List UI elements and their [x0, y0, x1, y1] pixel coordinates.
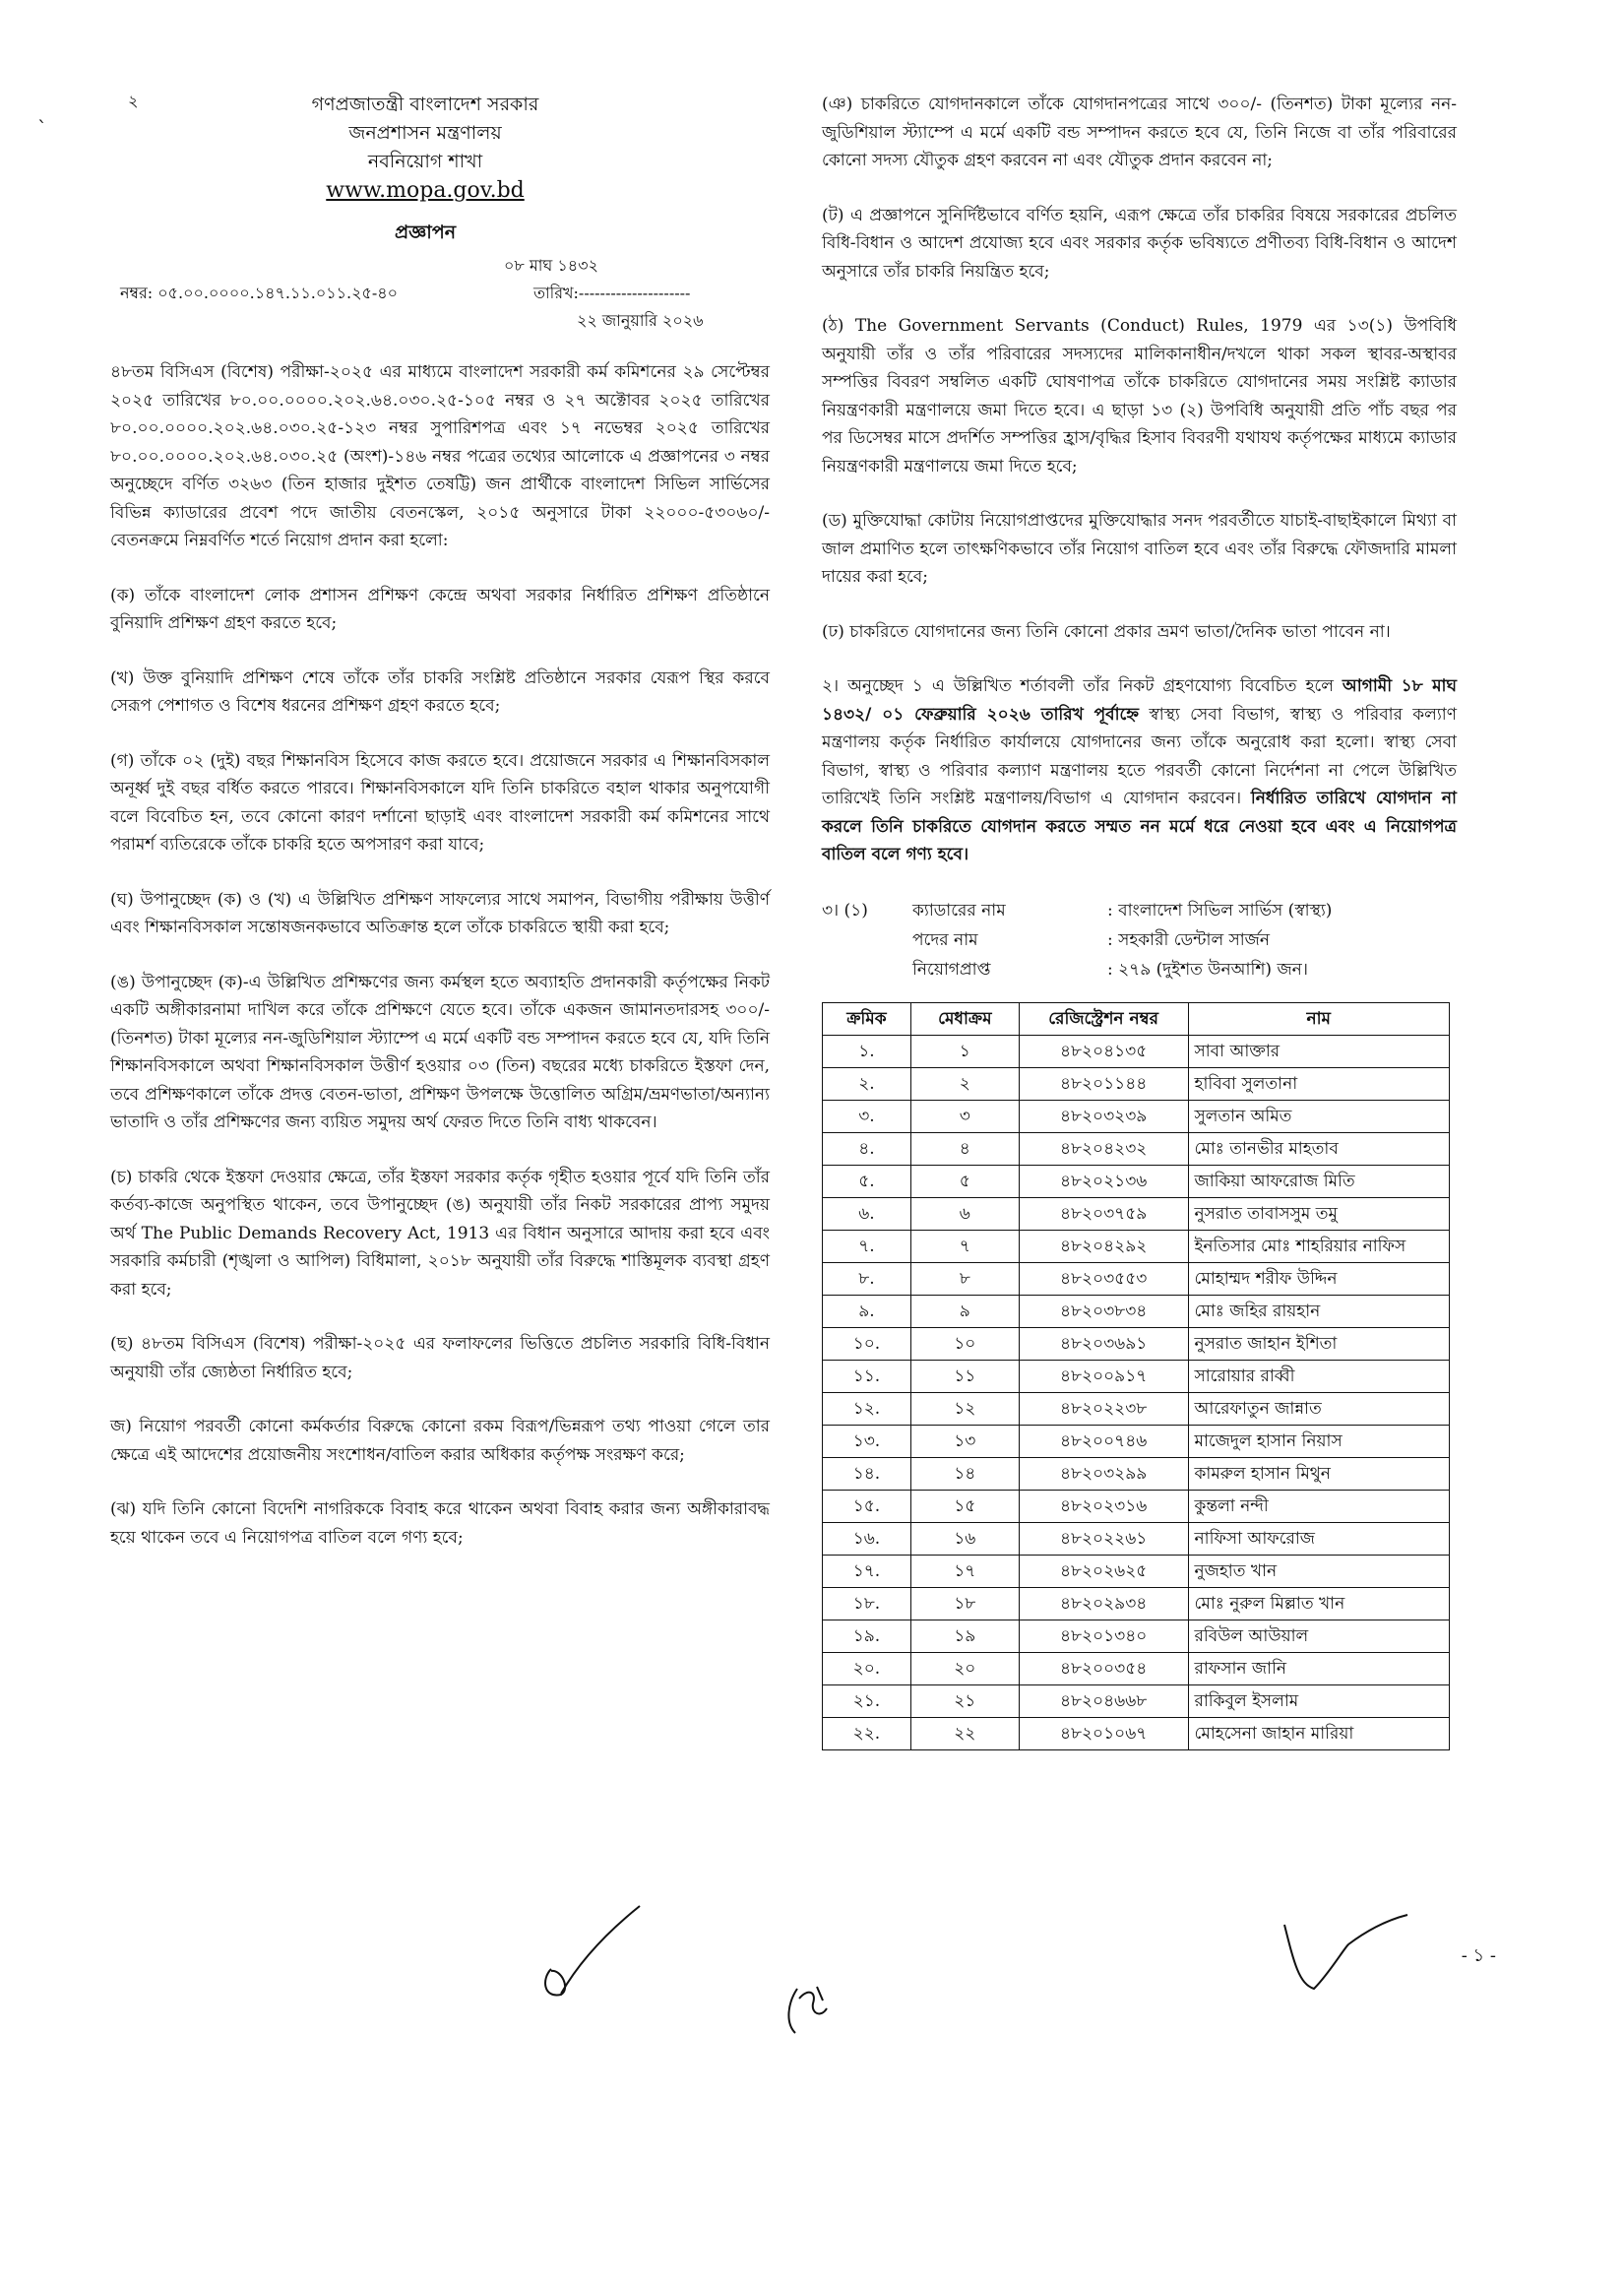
clause-uma: (ঙ) উপানুচ্ছেদ (ক)-এ উল্লিখিত প্রশিক্ষণের জন্য কর্মস্থল হতে অব্যাহতি প্রদানকারী কর্তৃপক্ষের নিকট একটি অঙ্গীকারনামা দাখিল করে তাঁকে প্রশিক্ষণে যেতে হবে। তাঁকে একজন জামানতদারসহ ৩০০/- (তিনশত) টাকা মূল্যের নন-জুডিশিয়াল স্ট্যাম্পে এ মর্মে একটি বন্ড সম্পাদন করতে হবে যে, যদি তিনি শিক্ষানবিসকালে অথবা শিক্ষানবিসকাল উত্তীর্ণ হওয়ার ০৩ (তিন) বছরের মধ্যে চাকরিতে ইস্তফা দেন, তবে প্রশিক্ষণকালে তাঁকে প্রদত্ত বেতন-ভাতা, প্রশিক্ষণ উপলক্ষে উত্তোলিত অগ্রিম/ভ্রমণভাতা/অন্যান্য ভাতাদি ও তাঁর প্রশিক্ষণের জন্য ব্যয়িত সমুদয় অর্থ ফেরত দিতে তিনি বাধ্য থাকবেন। [110, 972, 770, 1132]
website-link[interactable]: www.mopa.gov.bd [326, 178, 525, 203]
cell-merit: ৭ [910, 1230, 1019, 1262]
table-row [823, 1295, 1450, 1327]
appointee-count-value: : ২৭৯ (দুইশত উনআশি) জন। [1107, 959, 1308, 980]
cell-registration: ৪৮২০৩৭৫৯ [1019, 1197, 1188, 1230]
table-row [823, 1717, 1450, 1749]
cell-merit: ১০ [910, 1327, 1019, 1360]
cell-merit: ১২ [910, 1392, 1019, 1425]
cell-serial: ৪. [823, 1132, 911, 1165]
cell-merit: ১৭ [910, 1555, 1019, 1587]
cell-name: রবিউল আউয়াল [1188, 1620, 1449, 1652]
cell-name: হাবিবা সুলতানা [1188, 1067, 1449, 1100]
cell-name: জাকিয়া আফরোজ মিতি [1188, 1165, 1449, 1197]
cell-registration: ৪৮২০৩৮৩৪ [1019, 1295, 1188, 1327]
cell-registration: ৪৮২০৩২৩৯ [1019, 1100, 1188, 1132]
clause-chha: (ছ) ৪৮তম বিসিএস (বিশেষ) পরীক্ষা-২০২৫ এর ফলাফলের ভিত্তিতে প্রচলিত সরকারি বিধি-বিধান অনুযায়ী তাঁর জ্যেষ্ঠতা নির্ধারিত হবে; [110, 1334, 770, 1382]
cell-merit: ১৩ [910, 1425, 1019, 1457]
col-registration: রেজিস্ট্রেশন নম্বর [1019, 1002, 1188, 1035]
page-number: - ১ - [1461, 1945, 1496, 1966]
cell-registration: ৪৮২০২২৩৮ [1019, 1392, 1188, 1425]
signature-3 [1275, 1905, 1412, 2003]
signature-2 [778, 1979, 837, 2048]
cell-name: সুলতান অমিত [1188, 1100, 1449, 1132]
cell-merit: ১৯ [910, 1620, 1019, 1652]
cell-serial: ১৭. [823, 1555, 911, 1587]
cell-name: আরেফাতুন জান্নাত [1188, 1392, 1449, 1425]
col-serial: ক্রমিক [823, 1002, 911, 1035]
appointee-table [822, 1002, 1450, 1750]
cell-name: নুজহাত খান [1188, 1555, 1449, 1587]
cell-serial: ১১. [823, 1360, 911, 1392]
ministry-name: জনপ্রশাসন মন্ত্রণালয় [348, 122, 502, 144]
appointee-count-label: নিয়োগপ্রাপ্ত [912, 959, 991, 980]
cell-name: মোঃ নুরুল মিল্লাত খান [1188, 1587, 1449, 1620]
clause-ta: (ট) এ প্রজ্ঞাপনে সুনির্দিষ্টভাবে বর্ণিত হয়নি, এরূপ ক্ষেত্রে তাঁর চাকরির বিষয়ে সরকারের প্রচলিত বিধি-বিধান ও আদেশ প্রযোজ্য হবে এবং সরকার কর্তৃক ভবিষ্যতে প্রণীতব্য বিধি-বিধান ও আদেশ অনুসারে তাঁর চাকরি নিয়ন্ত্রিত হবে; [822, 205, 1457, 282]
cell-name: নুসরাত জাহান ইশিতা [1188, 1327, 1449, 1360]
section-name: নবনিয়োগ শাখা [367, 151, 483, 172]
table-row [823, 1490, 1450, 1522]
cell-registration: ৪৮২০২৩১৬ [1019, 1490, 1188, 1522]
cell-registration: ৪৮২০৪১৩৫ [1019, 1035, 1188, 1067]
cell-merit: ৩ [910, 1100, 1019, 1132]
table-row [823, 1230, 1450, 1262]
cell-registration: ৪৮২০০৩৫৪ [1019, 1652, 1188, 1684]
table-row [823, 1652, 1450, 1684]
cell-registration: ৪৮২০১৩৪০ [1019, 1620, 1188, 1652]
cell-registration: ৪৮২০০৭৪৬ [1019, 1425, 1188, 1457]
cell-name: মোঃ তানভীর মাহতাব [1188, 1132, 1449, 1165]
table-row [823, 1197, 1450, 1230]
table-row [823, 1035, 1450, 1067]
cell-merit: ৯ [910, 1295, 1019, 1327]
clause-ka: (ক) তাঁকে বাংলাদেশ লোক প্রশাসন প্রশিক্ষণ কেন্দ্রে অথবা সরকার নির্ধারিত প্রশিক্ষণ প্রতিষ্ঠানে বুনিয়াদি প্রশিক্ষণ গ্রহণ করতে হবে; [110, 585, 770, 633]
corner-mark: ২ [128, 92, 139, 110]
cadre-value: : বাংলাদেশ সিভিল সার্ভিস (স্বাস্থ্য) [1107, 900, 1333, 921]
cell-serial: ৩. [823, 1100, 911, 1132]
cell-registration: ৪৮২০৪২৩২ [1019, 1132, 1188, 1165]
cell-registration: ৪৮২০৩৬৯১ [1019, 1327, 1188, 1360]
table-row [823, 1327, 1450, 1360]
cell-serial: ৬. [823, 1197, 911, 1230]
table-row [823, 1522, 1450, 1555]
cadre-label: ক্যাডারের নাম [912, 900, 1006, 921]
cell-name: সাবা আক্তার [1188, 1035, 1449, 1067]
cell-name: নাফিসা আফরোজ [1188, 1522, 1449, 1555]
table-row [823, 1165, 1450, 1197]
cell-merit: ১৫ [910, 1490, 1019, 1522]
clause-kha: (খ) উক্ত বুনিয়াদি প্রশিক্ষণ শেষে তাঁকে তাঁর চাকরি সংশ্লিষ্ট প্রতিষ্ঠানে সরকার যেরূপ স্থির করবে সেরূপ পেশাগত ও বিশেষ ধরনের প্রশিক্ষণ গ্রহণ করতে হবে; [110, 667, 770, 716]
cell-serial: ৫. [823, 1165, 911, 1197]
table-row [823, 1392, 1450, 1425]
cell-merit: ৮ [910, 1262, 1019, 1295]
cell-name: সারোয়ার রাব্বী [1188, 1360, 1449, 1392]
date-gregorian: ২২ জানুয়ারি ২০২৬ [577, 311, 704, 330]
table-row [823, 1100, 1450, 1132]
intro-paragraph: ৪৮তম বিসিএস (বিশেষ) পরীক্ষা-২০২৫ এর মাধ্যমে বাংলাদেশ সরকারী কর্ম কমিশনের ২৯ সেপ্টেম্বর ২০২৫ তারিখের ৮০.০০.০০০০.২০২.৬৪.০৩০.২৫-১০৫ নম্বর ও ২৭ অক্টোবর ২০২৫ তারিখের ৮০.০০.০০০০.২০২.৬৪.০৩০.২৫-১২৩ নম্বর সুপারিশপত্র এবং ১৭ নভেম্বর ২০২৫ তারিখের ৮০.০০.০০০০.২০২.৬৪.০৩০.২৫ (অংশ)-১৪৬ নম্বর পত্রের তথ্যের আলোকে এ প্রজ্ঞাপনের ৩ নম্বর অনুচ্ছেদে বর্ণিত ৩২৬৩ (তিন হাজার দুইশত তেষট্টি) জন প্রার্থীকে বাংলাদেশ সিভিল সার্ভিসের বিভিন্ন ক্যাডারের প্রবেশ পদে জাতীয় বেতনস্কেল, ২০১৫ অনুসারে টাকা ২২০০০-৫৩০৬০/- বেতনক্রমে নিম্নবর্ণিত শর্তে নিয়োগ প্রদান করা হলো: [110, 362, 770, 550]
cell-merit: ২০ [910, 1652, 1019, 1684]
cell-registration: ৪৮২০১১৪৪ [1019, 1067, 1188, 1100]
cell-registration: ৪৮২০১০৬৭ [1019, 1717, 1188, 1749]
table-row [823, 1587, 1450, 1620]
cell-serial: ৯. [823, 1295, 911, 1327]
cell-serial: ১৫. [823, 1490, 911, 1522]
post-value: : সহকারী ডেন্টাল সার্জন [1107, 929, 1271, 950]
cell-serial: ২. [823, 1067, 911, 1100]
cell-name: রাকিবুল ইসলাম [1188, 1684, 1449, 1717]
cell-serial: ১৯. [823, 1620, 911, 1652]
table-row [823, 1425, 1450, 1457]
cell-registration: ৪৮২০২১৩৬ [1019, 1165, 1188, 1197]
section-3-number: ৩। (১) [822, 900, 868, 921]
cell-merit: ১৮ [910, 1587, 1019, 1620]
cell-merit: ১৬ [910, 1522, 1019, 1555]
col-name: নাম [1188, 1002, 1449, 1035]
clause-cha: (চ) চাকরি থেকে ইস্তফা দেওয়ার ক্ষেত্রে, তাঁর ইস্তফা সরকার কর্তৃক গৃহীত হওয়ার পূর্বে যদি তিনি তাঁর কর্তব্য-কাজে অনুপস্থিত থাকেন, তবে উপানুচ্ছেদ (ঙ) অনুযায়ী তাঁর নিকট সরকারের প্রাপ্য সমুদয় অর্থ The Public Demands Recovery Act, 1913 এর বিধান অনুসারে আদায় করা হবে এবং সরকারি কর্মচারী (শৃঙ্খলা ও আপিল) বিধিমালা, ২০১৮ অনুযায়ী তাঁর বিরুদ্ধে শাস্তিমূলক ব্যবস্থা গ্রহণ করা হবে; [110, 1167, 770, 1300]
cell-serial: ১৮. [823, 1587, 911, 1620]
cell-serial: ১২. [823, 1392, 911, 1425]
para2-joining-date: আগামী ১৮ মাঘ ১৪৩২/ ০১ ফেব্রুয়ারি ২০২৬ তারিখ পূর্বাহ্নে [822, 676, 1457, 725]
clause-gha: (ঘ) উপানুচ্ছেদ (ক) ও (খ) এ উল্লিখিত প্রশিক্ষণ সাফল্যের সাথে সমাপন, বিভাগীয় পরীক্ষায় উত্তীর্ণ এবং শিক্ষানবিসকাল সন্তোষজনকভাবে অতিক্রান্ত হলে তাঁকে চাকরিতে স্থায়ী করা হবে; [110, 889, 770, 937]
cell-serial: ২২. [823, 1717, 911, 1749]
cell-serial: ১. [823, 1035, 911, 1067]
cell-registration: ৪৮২০২২৬১ [1019, 1522, 1188, 1555]
section-3-info [822, 896, 1457, 1002]
stray-dot: ` [37, 116, 47, 140]
clause-nya: (ঞ) চাকরিতে যোগদানকালে তাঁকে যোগদানপত্রের সাথে ৩০০/- (তিনশত) টাকা মূল্যের নন-জুডিশিয়াল স্ট্যাম্পে এ মর্মে একটি বন্ড সম্পাদন করতে হবে যে, তিনি নিজে বা তাঁর পরিবারের কোনো সদস্য যৌতুক গ্রহণ করবেন না এবং যৌতুক প্রদান করবেন না; [822, 95, 1457, 170]
right-column [822, 91, 1457, 1750]
table-row [823, 1360, 1450, 1392]
cell-name: মাজেদুল হাসান নিয়াস [1188, 1425, 1449, 1457]
cell-serial: ২১. [823, 1684, 911, 1717]
para2-part1: ২। অনুচ্ছেদ ১ এ উল্লিখিত শর্তাবলী তাঁর নিকট গ্রহণযোগ্য বিবেচিত হলে [822, 676, 1343, 696]
cell-serial: ১০. [823, 1327, 911, 1360]
clause-ga: (গ) তাঁকে ০২ (দুই) বছর শিক্ষানবিস হিসেবে কাজ করতে হবে। প্রয়োজনে সরকার এ শিক্ষানবিসকাল অনূর্ধ্ব দুই বছর বর্ধিত করতে পারবে। শিক্ষানবিসকালে যদি তিনি চাকরিতে বহাল থাকার অনুপযোগী বলে বিবেচিত হন, তবে কোনো কারণ দর্শানো ছাড়াই এবং বাংলাদেশ সরকারী কর্ম কমিশনের সাথে পরামর্শ ব্যতিরেকে তাঁকে চাকরি হতে অপসারণ করা যাবে; [110, 750, 770, 855]
table-row [823, 1620, 1450, 1652]
cell-merit: ২২ [910, 1717, 1019, 1749]
cell-serial: ৭. [823, 1230, 911, 1262]
cell-name: নুসরাত তাবাসসুম তমু [1188, 1197, 1449, 1230]
left-column [110, 91, 770, 1578]
col-merit: মেধাক্রম [910, 1002, 1019, 1035]
para2-part3: স্বাস্থ্য সেবা বিভাগ, স্বাস্থ্য ও পরিবার কল্যাণ মন্ত্রণালয় কর্তৃক নির্ধারিত কার্যালয়ে যোগদানের জন্য তাঁকে অনুরোধ করা হলো। স্বাস্থ্য সেবা বিভাগ, স্বাস্থ্য ও পরিবার কল্যাণ মন্ত্রণালয় হতে পরবর্তী কোনো নির্দেশনা না পেলে উল্লিখিত তারিখেই তিনি সংশ্লিষ্ট মন্ত্রণালয়/বিভাগ এ যোগদান করবেন। [822, 704, 1457, 808]
cell-name: মোঃ জহির রায়হান [1188, 1295, 1449, 1327]
cell-serial: ১৩. [823, 1425, 911, 1457]
clause-tha: (ঠ) The Government Servants (Conduct) Rules, 1979 এর ১৩(১) উপবিধি অনুযায়ী তাঁর ও তাঁর পরিবারের সদস্যদের মালিকানাধীন/দখলে থাকা সকল স্থাবর-অস্থাবর সম্পত্তির বিবরণ সম্বলিত একটি ঘোষণাপত্র তাঁকে চাকরিতে যোগদানের সময় সংশ্লিষ্ট ক্যাডার নিয়ন্ত্রণকারী মন্ত্রণালয়ে জমা দিতে হবে। এ ছাড়া ১৩ (২) উপবিধি অনুযায়ী প্রতি পাঁচ বছর পর পর ডিসেম্বর মাসে প্রদর্শিত সম্পত্তির হ্রাস/বৃদ্ধির হিসাব বিবরণী যথাযথ কর্তৃপক্ষের মাধ্যমে ক্যাডার নিয়ন্ত্রণকারী মন্ত্রণালয়ে জমা দিতে হবে; [822, 316, 1457, 476]
cell-serial: ১৬. [823, 1522, 911, 1555]
cell-name: কামরুল হাসান মিথুন [1188, 1457, 1449, 1490]
clause-dha: (ঢ) চাকরিতে যোগদানের জন্য তিনি কোনো প্রকার ভ্রমণ ভাতা/দৈনিক ভাতা পাবেন না। [822, 621, 1391, 642]
cell-merit: ১৪ [910, 1457, 1019, 1490]
cell-registration: ৪৮২০০৯১৭ [1019, 1360, 1188, 1392]
cell-serial: ১৪. [823, 1457, 911, 1490]
cell-name: কুন্তলা নন্দী [1188, 1490, 1449, 1522]
memo-date-block [110, 254, 770, 349]
table-row [823, 1684, 1450, 1717]
cell-merit: ১ [910, 1035, 1019, 1067]
cell-name: মোহাম্মদ শরীফ উদ্দিন [1188, 1262, 1449, 1295]
table-header-row [823, 1002, 1450, 1035]
cell-merit: ২ [910, 1067, 1019, 1100]
post-label: পদের নাম [912, 929, 978, 950]
date-bangla: ০৮ মাঘ ১৪৩২ [504, 256, 598, 275]
table-row [823, 1262, 1450, 1295]
cell-registration: ৪৮২০২৬২৫ [1019, 1555, 1188, 1587]
para2-warning: নির্ধারিত তারিখে যোগদান না করলে তিনি চাকরিতে যোগদান করতে সম্মত নন মর্মে ধরে নেওয়া হবে এবং এ নিয়োগপত্র বাতিল বলে গণ্য হবে। [822, 789, 1457, 864]
signature-1 [531, 1900, 650, 2008]
letterhead [219, 91, 632, 205]
cell-registration: ৪৮২০৪৬৬৮ [1019, 1684, 1188, 1717]
table-row [823, 1132, 1450, 1165]
cell-name: রাফসান জানি [1188, 1652, 1449, 1684]
cell-serial: ৮. [823, 1262, 911, 1295]
memo-number: নম্বর: ০৫.০০.০০০০.১৪৭.১১.০১১.২৫-৪০ [120, 284, 399, 302]
clause-da: (ড) মুক্তিযোদ্ধা কোটায় নিয়োগপ্রাপ্তদের মুক্তিযোদ্ধার সনদ পরবর্তীতে যাচাই-বাছাইকালে মিথ্যা বা জাল প্রমাণিত হলে তাৎক্ষণিকভাবে তাঁর নিয়োগ বাতিল হবে এবং তাঁর বিরুদ্ধে ফৌজদারি মামলা দায়ের করা হবে; [822, 511, 1457, 587]
clause-jha: (ঝ) যদি তিনি কোনো বিদেশি নাগরিককে বিবাহ করে থাকেন অথবা বিবাহ করার জন্য অঙ্গীকারাবদ্ধ হয়ে থাকেন তবে এ নিয়োগপত্র বাতিল বলে গণ্য হবে; [110, 1499, 770, 1548]
cell-serial: ২০. [823, 1652, 911, 1684]
cell-merit: ১১ [910, 1360, 1019, 1392]
document-title: প্রজ্ঞাপন [394, 222, 457, 243]
cell-merit: ৫ [910, 1165, 1019, 1197]
cell-merit: ৬ [910, 1197, 1019, 1230]
cell-registration: ৪৮২০২৯৩৪ [1019, 1587, 1188, 1620]
table-row [823, 1457, 1450, 1490]
cell-merit: ৪ [910, 1132, 1019, 1165]
cell-registration: ৪৮২০৩৫৫৩ [1019, 1262, 1188, 1295]
cell-merit: ২১ [910, 1684, 1019, 1717]
clause-ja: জ) নিয়োগ পরবর্তী কোনো কর্মকর্তার বিরুদ্ধে কোনো রকম বিরূপ/ভিন্নরূপ তথ্য পাওয়া গেলে তার ক্ষেত্রে এই আদেশের প্রয়োজনীয় সংশোধন/বাতিল করার অধিকার কর্তৃপক্ষ সংরক্ষণ করে; [110, 1417, 770, 1465]
date-label: তারিখ:--------------------- [533, 284, 691, 302]
paragraph-2 [822, 672, 1457, 869]
table-row [823, 1555, 1450, 1587]
cell-registration: ৪৮২০৪২৯২ [1019, 1230, 1188, 1262]
table-row [823, 1067, 1450, 1100]
cell-name: মোহসেনা জাহান মারিয়া [1188, 1717, 1449, 1749]
govt-name: গণপ্রজাতন্ত্রী বাংলাদেশ সরকার [311, 94, 539, 115]
cell-registration: ৪৮২০৩২৯৯ [1019, 1457, 1188, 1490]
cell-name: ইনতিসার মোঃ শাহরিয়ার নাফিস [1188, 1230, 1449, 1262]
